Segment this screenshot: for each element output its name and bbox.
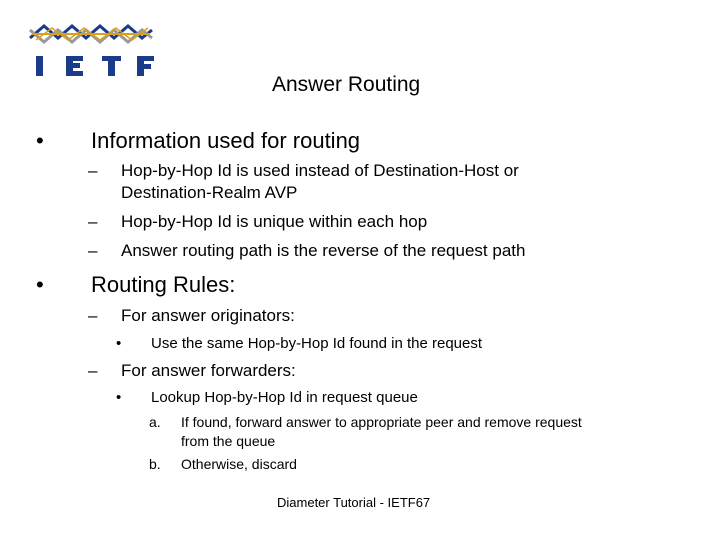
logo-letters — [36, 56, 154, 76]
slide-title: Answer Routing — [272, 73, 421, 96]
step-marker-a: a. — [149, 414, 161, 430]
slide-footer: Diameter Tutorial - IETF67 — [277, 495, 431, 510]
sub-item-same-hop-id: Use the same Hop-by-Hop Id found in the request — [151, 335, 483, 352]
item-answer-originators: For answer originators: — [121, 306, 295, 325]
dash-2-1: – — [88, 306, 98, 325]
bullet-1: • — [36, 128, 44, 153]
logo-weave — [30, 26, 152, 42]
bullet-2: • — [36, 272, 44, 297]
dash-2-2: – — [88, 361, 98, 380]
dash-1-2: – — [88, 212, 98, 231]
dash-1-3: – — [88, 241, 98, 260]
section-heading-routing-rules: Routing Rules: — [91, 272, 236, 297]
ietf-logo-graphic — [22, 20, 158, 82]
item-1-2: Hop-by-Hop Id is unique within each hop — [121, 212, 428, 231]
item-1-1-line1: Hop-by-Hop Id is used instead of Destination-Host or — [121, 161, 519, 180]
item-1-1-line2: Destination-Realm AVP — [121, 183, 298, 202]
item-1-3: Answer routing path is the reverse of the request path — [121, 241, 526, 260]
sub-item-lookup: Lookup Hop-by-Hop Id in request queue — [151, 389, 418, 406]
step-a-line2: from the queue — [181, 433, 276, 449]
step-marker-b: b. — [149, 456, 161, 472]
sub-bullet-2-2: • — [116, 389, 122, 406]
dash-1-1: – — [88, 161, 98, 180]
section-heading-routing-info: Information used for routing — [91, 128, 361, 153]
sub-bullet-2-1: • — [116, 335, 122, 352]
ietf-logo — [22, 20, 158, 82]
item-answer-forwarders: For answer forwarders: — [121, 361, 296, 380]
step-b: Otherwise, discard — [181, 456, 297, 472]
step-a-line1: If found, forward answer to appropriate peer and remove request — [181, 414, 582, 430]
